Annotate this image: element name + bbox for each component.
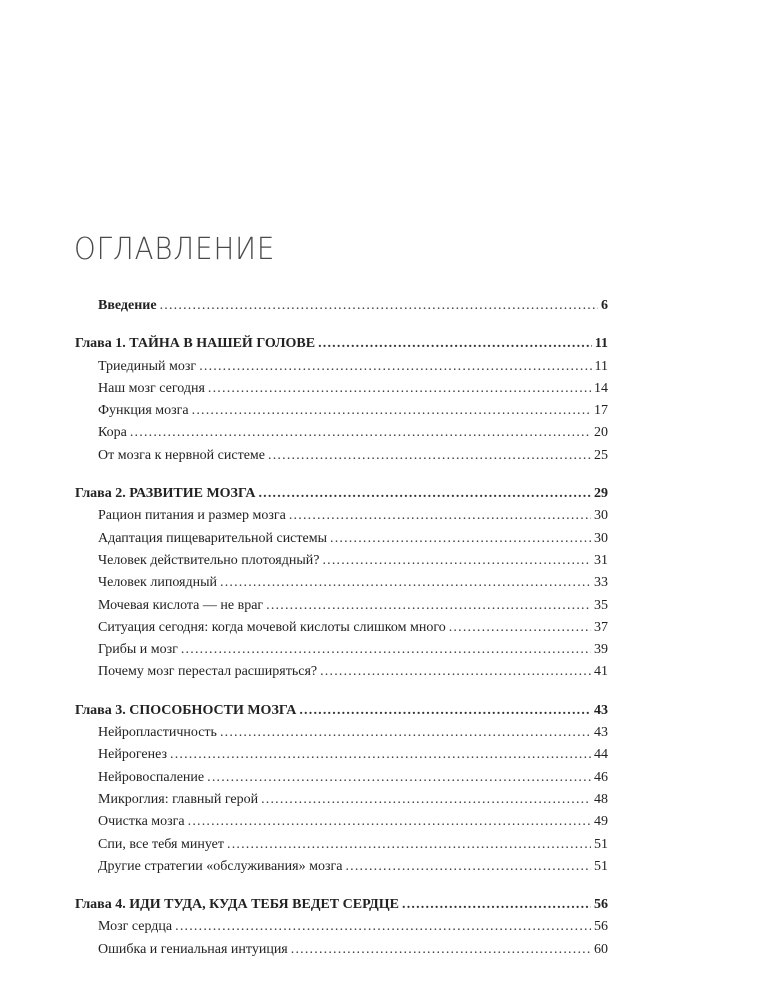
toc-chapter[interactable] [75, 894, 608, 916]
toc-entry-page: 44 [594, 747, 608, 763]
toc-section[interactable] [75, 422, 608, 444]
toc-entry-label: Кора [98, 425, 127, 441]
toc-section[interactable] [75, 617, 608, 639]
dot-leader [130, 422, 591, 444]
dot-leader [291, 939, 591, 961]
dot-leader [175, 916, 591, 938]
dot-leader [318, 333, 592, 355]
toc-entry-label: Человек липоядный [98, 575, 217, 591]
page-title: ОГЛАВЛЕНИЕ [74, 232, 276, 267]
toc-entry-page: 56 [594, 919, 608, 935]
toc-entry-page: 29 [594, 486, 608, 502]
toc-entry-page: 41 [594, 664, 608, 680]
dot-leader [402, 894, 591, 916]
dot-leader [266, 595, 591, 617]
toc-entry-page: 11 [594, 358, 608, 374]
dot-leader [220, 572, 591, 594]
dot-leader [299, 700, 591, 722]
toc-entry-page: 6 [601, 298, 608, 313]
toc-entry-label: Функция мозга [98, 403, 189, 419]
dot-leader [268, 445, 591, 467]
toc-section[interactable] [75, 939, 608, 961]
toc-entry-label: Спи, все тебя минует [98, 836, 224, 852]
toc-entry-label: Другие стратегии «обслуживания» мозга [98, 858, 343, 874]
toc-entry-label: Человек действительно плотоядный? [98, 552, 320, 568]
toc-entry-page: 30 [594, 508, 608, 524]
table-of-contents [75, 295, 608, 961]
toc-entry-label: Грибы и мозг [98, 642, 178, 658]
toc-entry-page: 37 [594, 619, 608, 635]
toc-section[interactable] [75, 811, 608, 833]
dot-leader [199, 356, 591, 378]
toc-entry-label: Глава 3. СПОСОБНОСТИ МОЗГА [75, 702, 297, 718]
toc-chapter[interactable] [75, 333, 608, 355]
toc-entry-label: Микроглия: главный герой [98, 791, 259, 807]
toc-entry-page: 39 [594, 642, 608, 658]
dot-leader [220, 722, 591, 744]
toc-entry-page: 33 [594, 575, 608, 591]
toc-section[interactable] [75, 661, 608, 683]
dot-leader [258, 483, 591, 505]
dot-leader [181, 639, 591, 661]
toc-entry-label: Нейрогенез [98, 747, 167, 763]
toc-entry-label: Глава 4. ИДИ ТУДА, КУДА ТЕБЯ ВЕДЕТ СЕРДЦЕ [75, 897, 399, 913]
dot-leader [160, 295, 598, 317]
toc-entry-label: Ситуация сегодня: когда мочевой кислоты слишком много [98, 619, 446, 635]
toc-entry-label: Введение [98, 298, 157, 313]
toc-section[interactable] [75, 528, 608, 550]
toc-section[interactable] [75, 550, 608, 572]
toc-section[interactable] [75, 505, 608, 527]
toc-entry-label: Мозг сердца [98, 919, 173, 935]
toc-section[interactable] [75, 722, 608, 744]
toc-section[interactable] [75, 789, 608, 811]
dot-leader [227, 834, 591, 856]
toc-entry-page: 60 [594, 941, 608, 957]
toc-entry-page: 46 [594, 769, 608, 785]
toc-section[interactable] [75, 834, 608, 856]
toc-section[interactable] [75, 572, 608, 594]
dot-leader [188, 811, 591, 833]
toc-entry-label: Рацион питания и размер мозга [98, 508, 286, 524]
dot-leader [330, 528, 591, 550]
toc-entry-label: Ошибка и гениальная интуиция [98, 941, 288, 957]
toc-entry-page: 30 [594, 530, 608, 546]
toc-section[interactable] [75, 356, 608, 378]
toc-entry-label: От мозга к нервной системе [98, 447, 266, 463]
toc-entry-intro[interactable] [75, 295, 608, 317]
toc-entry-label: Мочевая кислота — не враг [98, 597, 264, 613]
toc-entry-page: 20 [594, 425, 608, 441]
toc-entry-page: 49 [594, 814, 608, 830]
toc-entry-page: 48 [594, 791, 608, 807]
toc-section[interactable] [75, 639, 608, 661]
toc-entry-page: 35 [594, 597, 608, 613]
toc-section[interactable] [75, 445, 608, 467]
toc-section[interactable] [75, 378, 608, 400]
dot-leader [449, 617, 591, 639]
toc-entry-page: 25 [594, 447, 608, 463]
dot-leader [170, 744, 591, 766]
toc-entry-label: Нейропластичность [98, 725, 217, 741]
toc-entry-page: 17 [594, 403, 608, 419]
toc-entry-page: 31 [594, 552, 608, 568]
toc-section[interactable] [75, 595, 608, 617]
toc-entry-page: 56 [594, 897, 608, 913]
toc-entry-label: Адаптация пищеварительной системы [98, 530, 327, 546]
toc-entry-page: 43 [594, 725, 608, 741]
toc-entry-page: 51 [594, 836, 608, 852]
toc-entry-label: Очистка мозга [98, 814, 185, 830]
toc-entry-label: Наш мозг сегодня [98, 380, 205, 396]
toc-entry-label: Триединый мозг [98, 358, 197, 374]
toc-chapter[interactable] [75, 483, 608, 505]
toc-entry-label: Глава 2. РАЗВИТИЕ МОЗГА [75, 486, 256, 502]
dot-leader [207, 767, 591, 789]
dot-leader [192, 400, 591, 422]
toc-entry-page: 14 [594, 380, 608, 396]
dot-leader [208, 378, 591, 400]
toc-entry-page: 51 [594, 858, 608, 874]
toc-section[interactable] [75, 856, 608, 878]
toc-entry-label: Почему мозг перестал расширяться? [98, 664, 318, 680]
dot-leader [261, 789, 591, 811]
toc-entry-label: Нейровоспаление [98, 769, 205, 785]
toc-section[interactable] [75, 767, 608, 789]
dot-leader [345, 856, 591, 878]
dot-leader [289, 505, 591, 527]
toc-section[interactable] [75, 744, 608, 766]
toc-chapter[interactable] [75, 700, 608, 722]
dot-leader [320, 661, 591, 683]
toc-section[interactable] [75, 916, 608, 938]
toc-entry-page: 11 [594, 336, 608, 352]
toc-entry-page: 43 [594, 702, 608, 718]
dot-leader [322, 550, 591, 572]
toc-section[interactable] [75, 400, 608, 422]
toc-entry-label: Глава 1. ТАЙНА В НАШЕЙ ГОЛОВЕ [75, 336, 316, 352]
